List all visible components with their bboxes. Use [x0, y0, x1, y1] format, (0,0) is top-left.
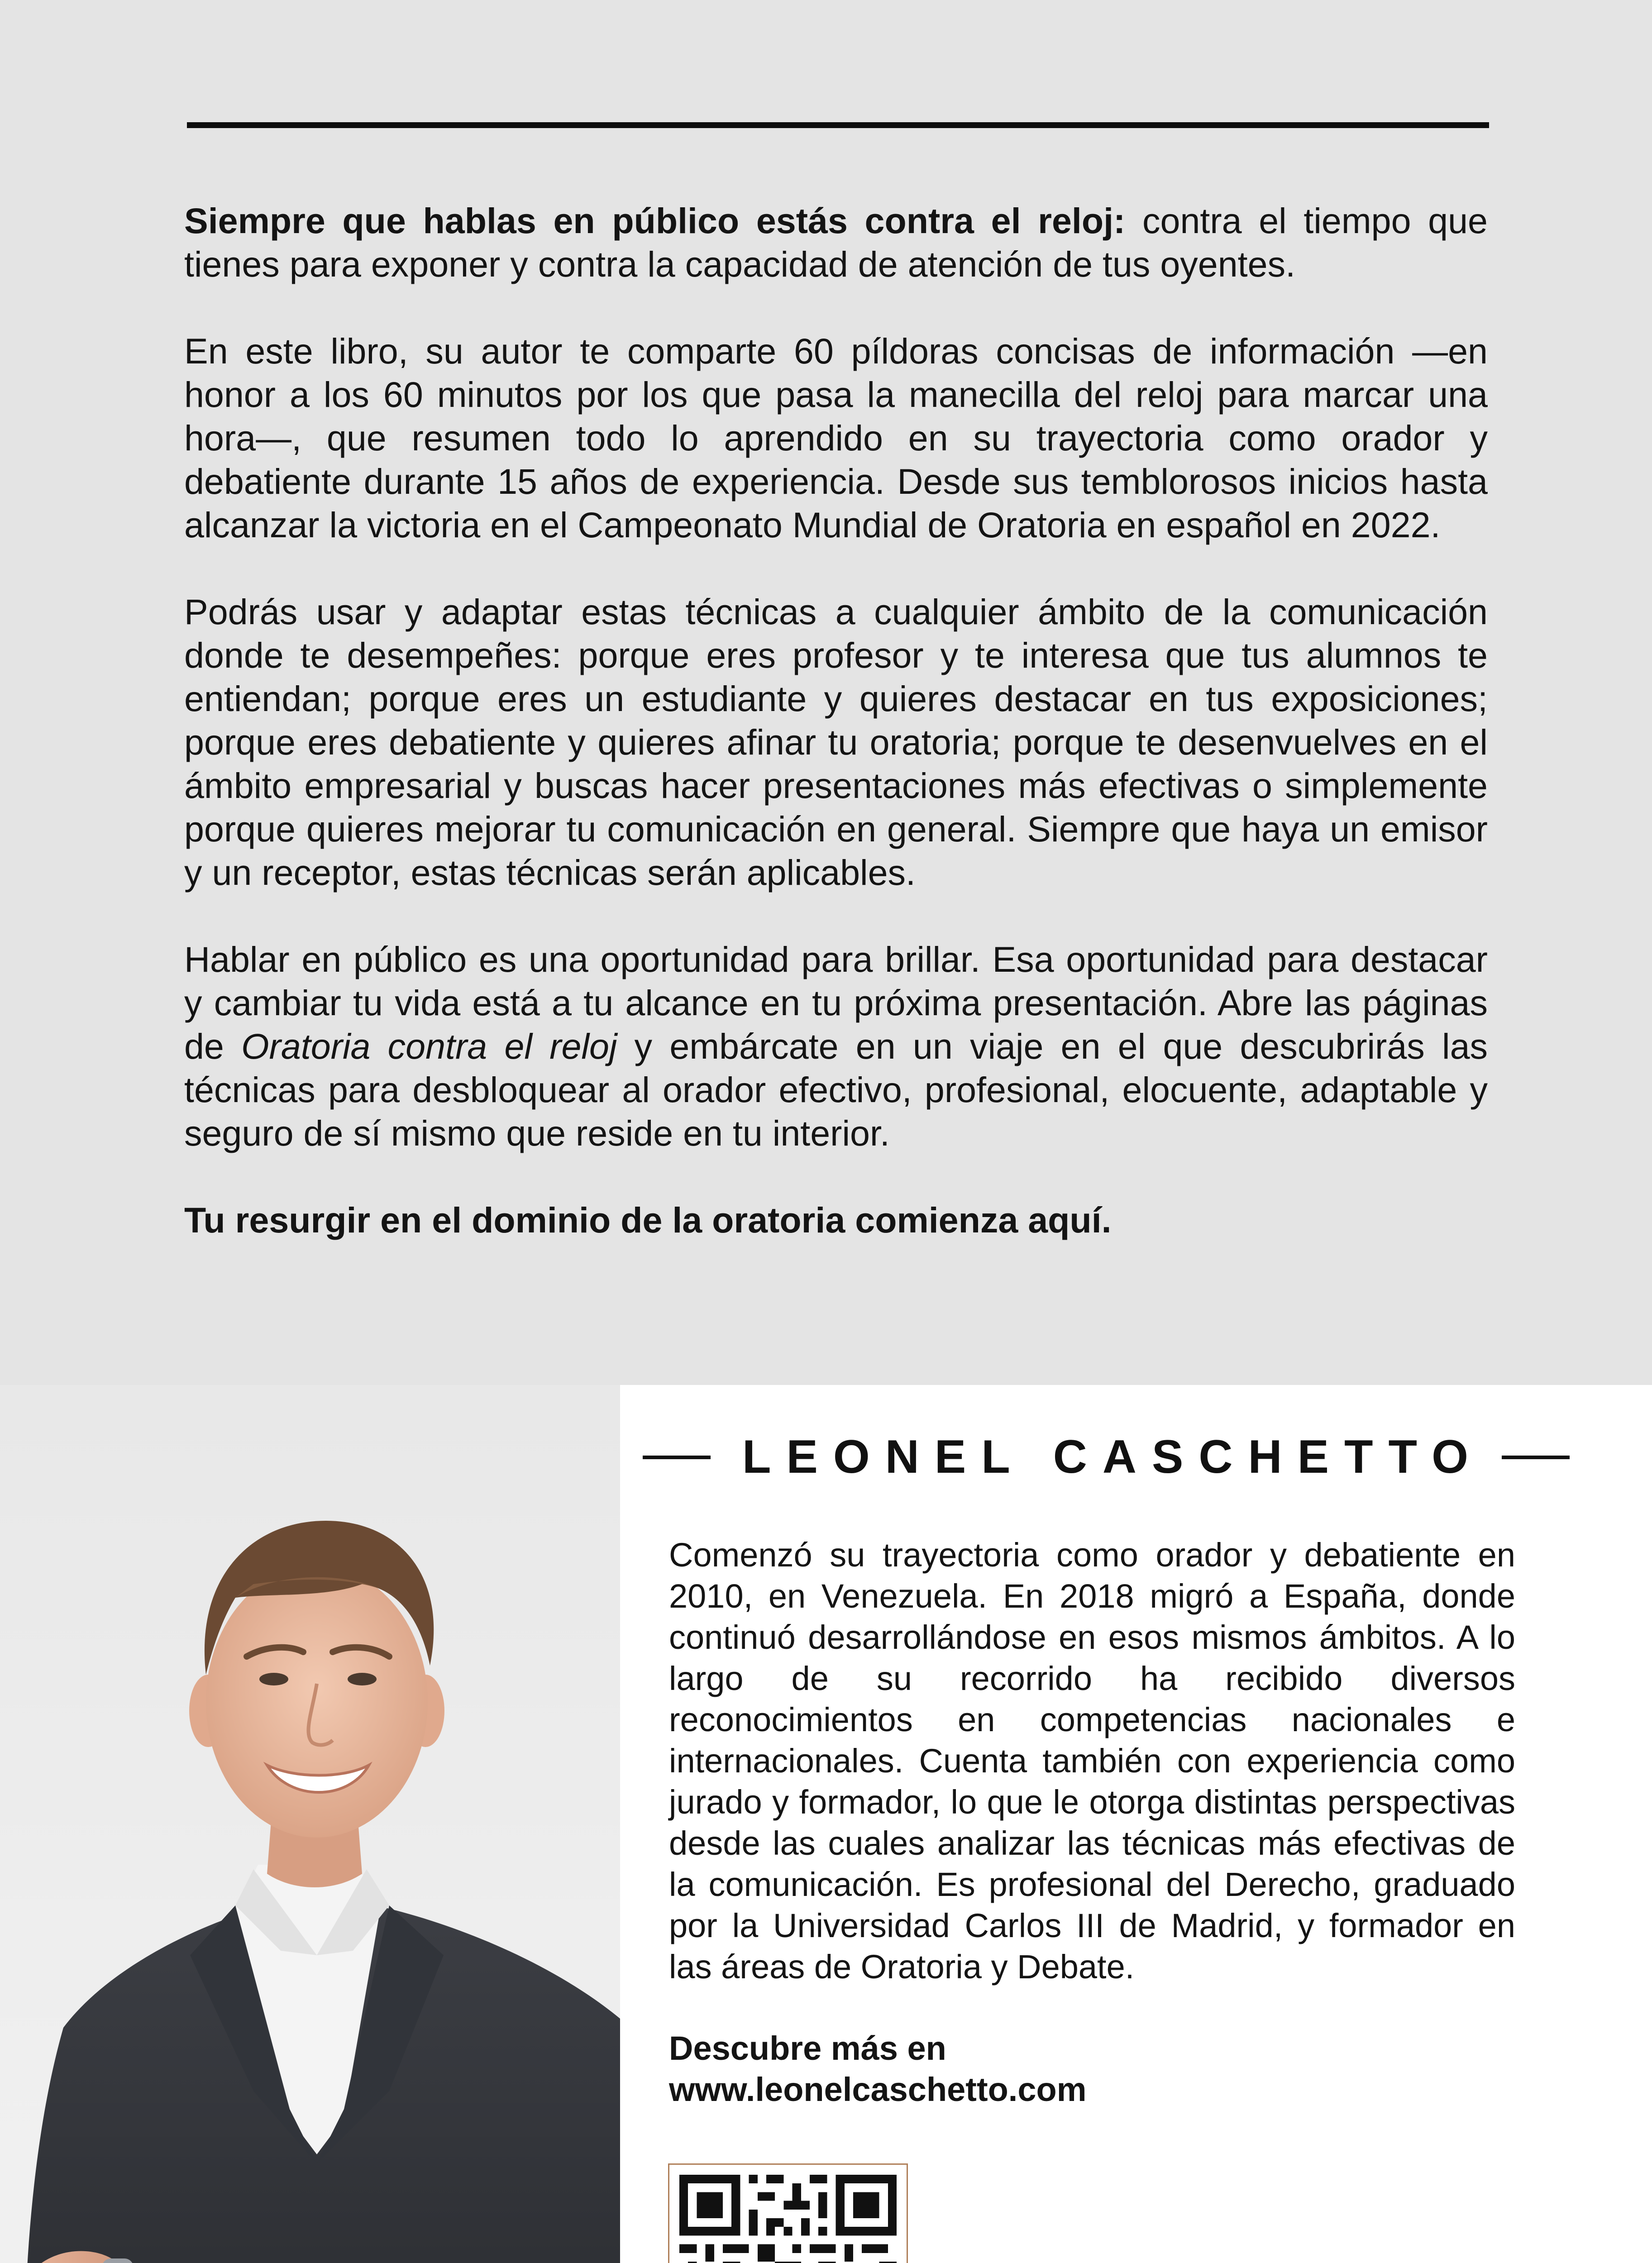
author-portrait-illustration: [0, 1385, 620, 2263]
blurb-paragraph-3: Podrás usar y adaptar estas técnicas a cualquier ámbito de la comunicación donde te desempeñes: porque eres profesor y te interesa que tus alumnos te entiendan; porque eres un estudiante y quieres destacar en tus exposiciones; porque eres debatiente y quieres afinar tu oratoria; porque te desenvuelves en el ámbito empresarial y buscas hacer presentaciones más efectivas o simplemente porque quieres mejorar tu comunicación en general. Siempre que haya un emisor y un receptor, estas técnicas serán aplicables.: [184, 592, 1488, 893]
more-info: [669, 2028, 1515, 2110]
blurb-p4-end: y embárcate en un viaje en el que descubrirás las técnicas para desbloquear al orador efectivo, profesional, elocuente, adaptable y seguro de sí mismo que reside en tu interior.: [184, 1026, 1488, 1153]
author-bio: Comenzó su trayectoria como orador y debatiente en 2010, en Venezuela. En 2018 migró a España, donde continuó desarrollándose en esos mismos ámbitos. A lo largo de su recorrido ha recibido diversos reconocimientos en competencias nacionales e internacionales. Cuenta también con experiencia como jurado y formador, lo que le otorga distintas perspectivas desde las cuales analizar las técnicas más efectivas de la comunicación. Es profesional del Derecho, graduado por la Universidad Carlos III de Madrid, y formador en las áreas de Oratoria y Debate.: [669, 1536, 1515, 1986]
back-cover-blurb: [184, 199, 1488, 1242]
book-title-italic: Oratoria contra el reloj: [241, 1026, 617, 1066]
author-heading: [643, 1430, 1652, 1484]
blurb-paragraph-1: [184, 199, 1488, 286]
more-label: Descubre más en: [669, 2029, 946, 2067]
heading-dash-right: [1502, 1456, 1570, 1459]
blurb-lead-bold: Siempre que hablas en público estás contra el reloj:: [184, 201, 1126, 241]
author-bio-panel: [620, 1385, 1652, 2263]
blurb-paragraph-2: En este libro, su autor te comparte 60 píldoras concisas de información —en honor a los 60 minutos por los que pasa la manecilla del reloj para marcar una hora—, que resumen todo lo aprendido en su trayectoria como orador y debatiente durante 15 años de experiencia. Desde sus temblorosos inicios hasta alcanzar la victoria en el Campeonato Mundial de Oratoria en español en 2022.: [184, 331, 1488, 545]
qr-code-icon: [679, 2175, 897, 2263]
author-photo: [0, 1385, 620, 2263]
blurb-lead-rest: contra el tiempo que tienes para exponer y contra la capacidad de atención de tus oyentes.: [184, 201, 1488, 284]
heading-dash-left: [643, 1456, 711, 1459]
website-link[interactable]: www.leonelcaschetto.com: [669, 2071, 1087, 2108]
author-name: LEONEL CASCHETTO: [742, 1431, 1484, 1483]
blurb-closing-line: [184, 1198, 1488, 1242]
qr-code[interactable]: [668, 2163, 908, 2263]
blurb-paragraph-4: [184, 938, 1488, 1155]
closing-bold: Tu resurgir en el dominio de la oratoria comienza aquí.: [184, 1200, 1112, 1240]
top-divider: [187, 122, 1489, 128]
blurb-p4-start: Hablar en público es una oportunidad para brillar. Esa oportunidad para destacar y cambiar tu vida está a tu alcance en tu próxima presentación. Abre las páginas de: [184, 939, 1488, 1066]
